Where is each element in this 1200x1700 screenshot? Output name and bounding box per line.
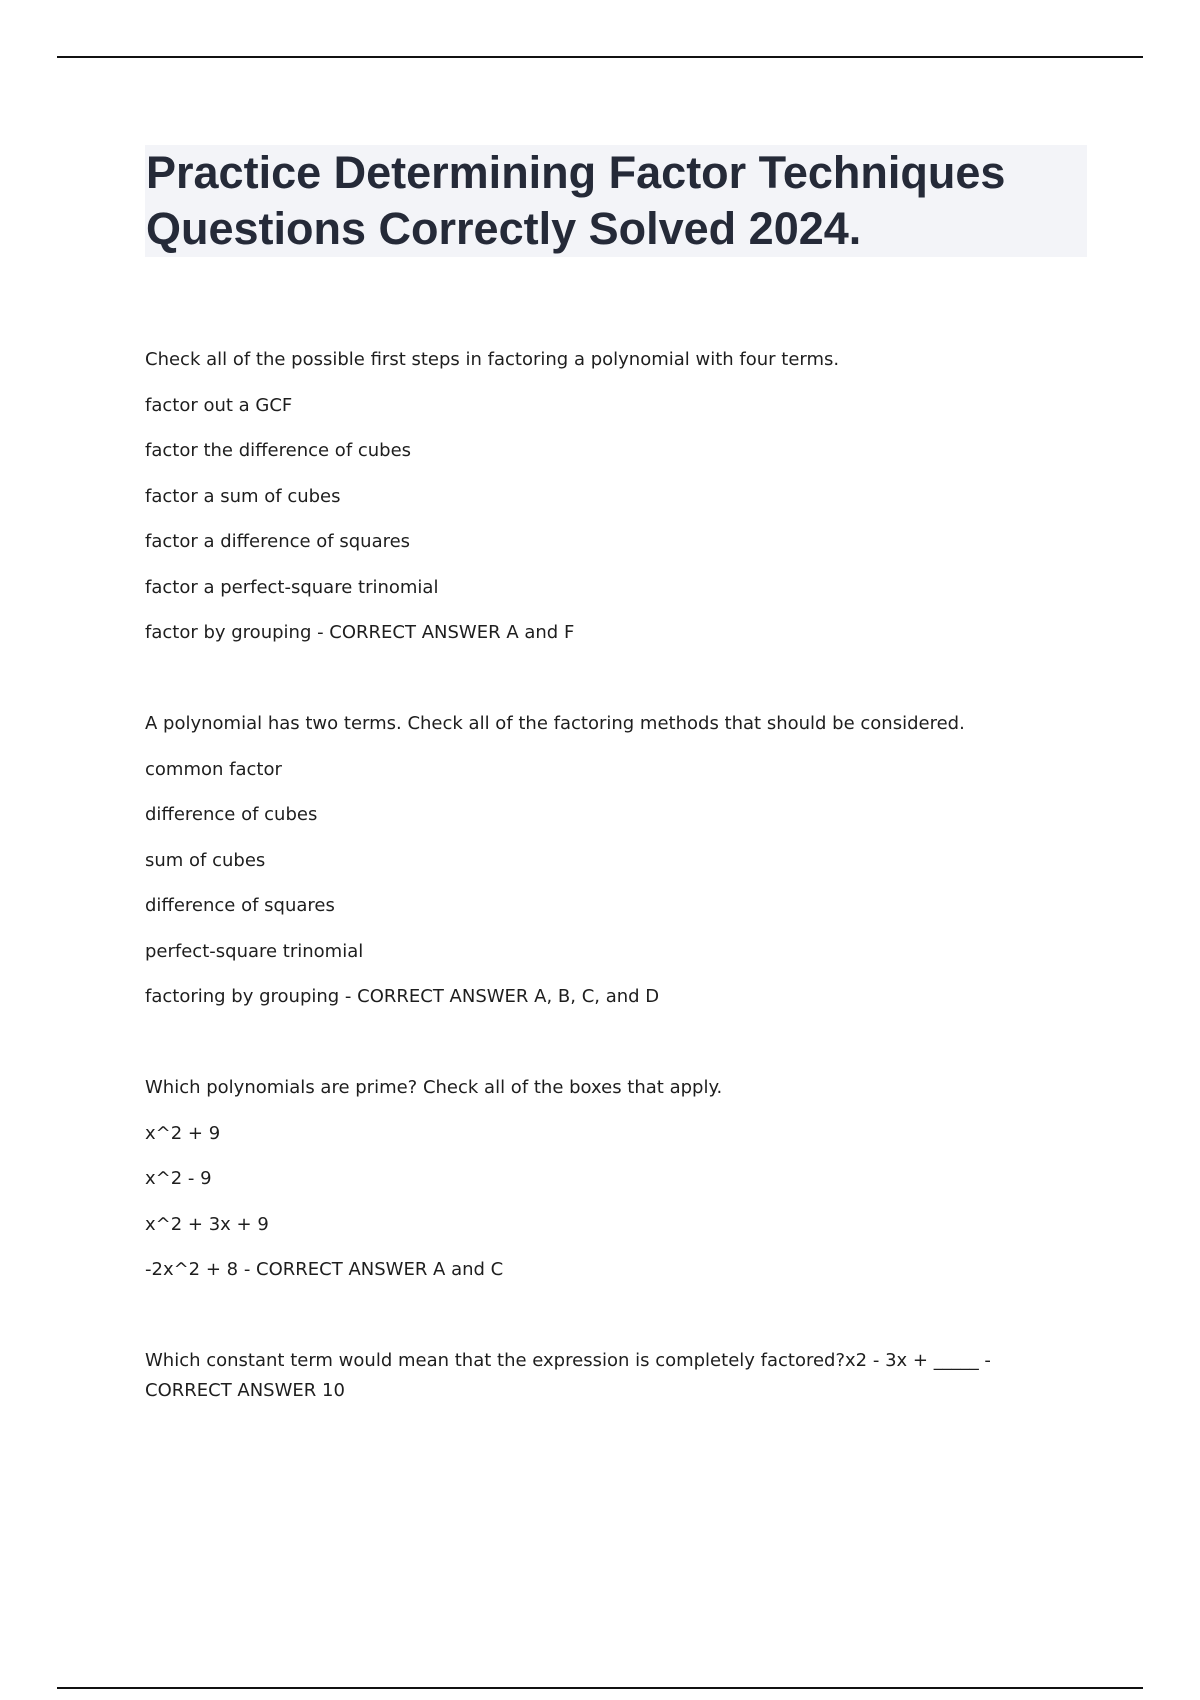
question-1-option-b: factor the difference of cubes [145,440,412,461]
question-1-option-d: factor a difference of squares [145,531,411,552]
bottom-rule [57,1687,1143,1689]
title-line-1: Practice Determining Factor Techniques [146,147,1006,198]
question-4-text: Which constant term would mean that the expression is completely factored?x2 - 3x + _____ - CORRECT ANSWER 10 [145,1350,991,1401]
question-3-option-a: x^2 + 9 [145,1123,221,1144]
question-1-text: Check all of the possible first steps in factoring a polynomial with four terms. [145,349,840,370]
question-1-option-a: factor out a GCF [145,395,293,416]
question-1-option-c: factor a sum of cubes [145,486,341,507]
top-rule [57,56,1143,58]
question-2-option-f: factoring by grouping - CORRECT ANSWER A, B, C, and D [145,986,660,1007]
question-2-option-d: difference of squares [145,895,335,916]
document-title [145,145,1087,257]
question-1-option-e: factor a perfect-square trinomial [145,577,439,598]
question-2-option-a: common factor [145,759,282,780]
question-2-option-b: difference of cubes [145,804,318,825]
question-2-option-e: perfect-square trinomial [145,941,364,962]
question-3-option-c: x^2 + 3x + 9 [145,1214,269,1235]
title-line-2: Questions Correctly Solved 2024. [146,203,862,254]
question-2-option-c: sum of cubes [145,850,266,871]
question-2-text: A polynomial has two terms. Check all of the factoring methods that should be considered. [145,713,965,734]
question-3-text: Which polynomials are prime? Check all of the boxes that apply. [145,1077,723,1098]
question-1-option-f: factor by grouping - CORRECT ANSWER A and F [145,622,575,643]
question-3-option-b: x^2 - 9 [145,1168,212,1189]
question-3-option-d: -2x^2 + 8 - CORRECT ANSWER A and C [145,1259,504,1280]
